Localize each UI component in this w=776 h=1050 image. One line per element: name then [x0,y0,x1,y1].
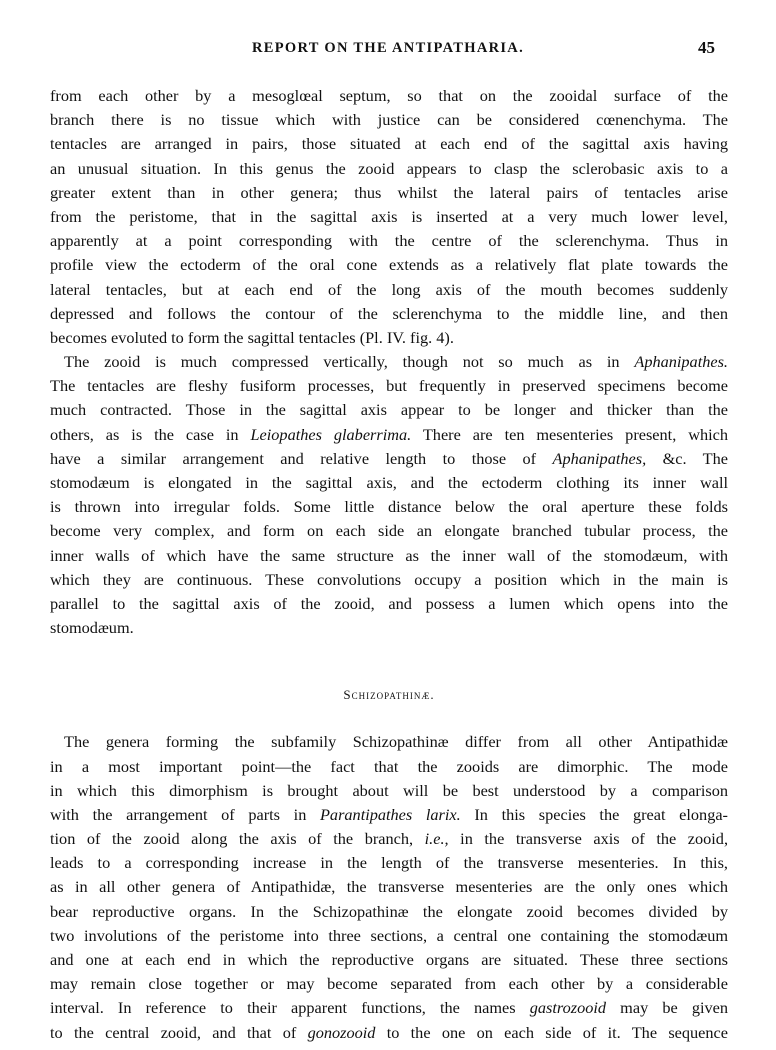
paragraph-2 [50,350,728,640]
text-run: In this species the great elonga- [460,804,728,824]
text-line: and one at each end in which the reproductive organs are situated. These three sections [50,950,728,969]
text-line: may remain close together or may become separated from each other by a considerable [50,974,728,994]
text-line: parallel to the sagittal axis of the zooid, and possess a lumen which opens into the [50,593,728,613]
text-run: to the central zooid, and that of [50,1022,308,1042]
text-line: inner walls of which have the same structure as the inner wall of the stomodæum, with [50,545,728,565]
text-line [50,1021,728,1045]
text-line: becomes evoluted to form the sagittal tentacles (Pl. IV. fig. 4). [50,327,454,347]
text-line [50,803,728,827]
text-run: to the one on each side of it. The sequence [375,1022,728,1042]
term: gonozooid [307,1022,376,1042]
running-head: REPORT ON THE ANTIPATHARIA. [252,40,524,56]
text-run: have a similar arrangement and relative length to those of [50,448,553,468]
text-line: stomodæum is elongated in the sagittal axis, and the ectoderm clothing its inner wall [50,473,728,492]
text-line: become very complex, and form on each side an elongate branched tubular process, the [50,521,728,541]
latin-abbreviation: i.e., [424,829,449,849]
species-name: Parantipathes larix. [319,804,461,824]
text-line: from each other by a mesoglœal septum, so that on the zooidal surface of the [50,86,728,105]
text-line [50,827,728,851]
text-line: leads to a corresponding increase in the length of the transverse mesenteries. In this, [50,853,728,873]
species-name: Aphanipathes. [634,352,728,372]
body-text [50,84,728,1045]
text-run: &c. The [646,448,728,468]
species-name: Aphanipathes, [552,448,647,468]
text-line: bear reproductive organs. In the Schizopathinæ the elongate zooid becomes divided by [50,901,728,921]
term: gastrozooid [529,998,607,1018]
text-run: There are ten mesenteries present, which [411,424,728,444]
text-line [50,423,728,447]
text-line: much contracted. Those in the sagittal axis appear to be longer and thicker than the [50,400,728,420]
paragraph-1 [50,84,728,350]
species-name: Leiopathes glaberrima. [250,424,412,444]
text-line: branch there is no tissue which with justice can be considered cœnenchyma. The [50,110,728,130]
text-line [50,350,728,374]
text-line: an unusual situation. In this genus the zooid appears to clasp the sclerobasic axis to a [50,158,728,178]
text-run: with the arrangement of parts in [50,804,320,824]
text-run: may be given [606,998,728,1018]
text-run: interval. In reference to their apparent functions, the names [50,998,530,1018]
section-spacer [50,640,728,682]
text-line: tentacles are arranged in pairs, those situated at each end of the sagittal axis having [50,134,728,154]
text-line: depressed and follows the contour of the sclerenchyma to the middle line, and then [50,303,728,323]
text-line [50,996,728,1020]
page-number: 45 [698,38,715,57]
text-line: from the peristome, that in the sagittal axis is inserted at a very much lower level, [50,206,728,226]
text-run: others, as is the case in [50,424,251,444]
text-line: greater extent than in other genera; thus whilst the lateral pairs of tentacles arise [50,182,728,202]
text-line: as in all other genera of Antipathidæ, the transverse mesenteries are the only ones which [50,877,728,897]
text-line: stomodæum. [50,618,134,638]
text-line: which they are continuous. These convolutions occupy a position which in the main is [50,569,728,589]
text-line: in a most important point—the fact that the zooids are dimorphic. The mode [50,756,728,776]
text-run: tion of the zooid along the axis of the branch, [50,829,425,849]
section-spacer [50,708,728,730]
paragraph-3 [50,730,728,1044]
text-run: The zooid is much compressed vertically, though not so much as in [64,352,635,372]
section-heading: Schizopathinæ. [343,687,435,703]
text-line: in which this dimorphism is brought about will be best understood by a comparison [50,780,728,800]
text-line: profile view the ectoderm of the oral cone extends as a relatively flat plate towards the [50,255,728,275]
text-line: lateral tentacles, but at each end of the long axis of the mouth becomes suddenly [50,279,728,299]
text-line [50,447,728,471]
text-line: two involutions of the peristome into three sections, a central one containing the stomodæum [50,925,728,945]
text-line: apparently at a point corresponding with the centre of the sclerenchyma. Thus in [50,231,728,251]
text-line: The tentacles are fleshy fusiform processes, but frequently in preserved specimens become [50,376,728,396]
text-run: in the transverse axis of the zooid, [448,829,729,849]
text-line: The genera forming the subfamily Schizopathinæ differ from all other Antipathidæ [64,732,728,752]
text-line: is thrown into irregular folds. Some little distance below the oral aperture these folds [50,497,728,517]
